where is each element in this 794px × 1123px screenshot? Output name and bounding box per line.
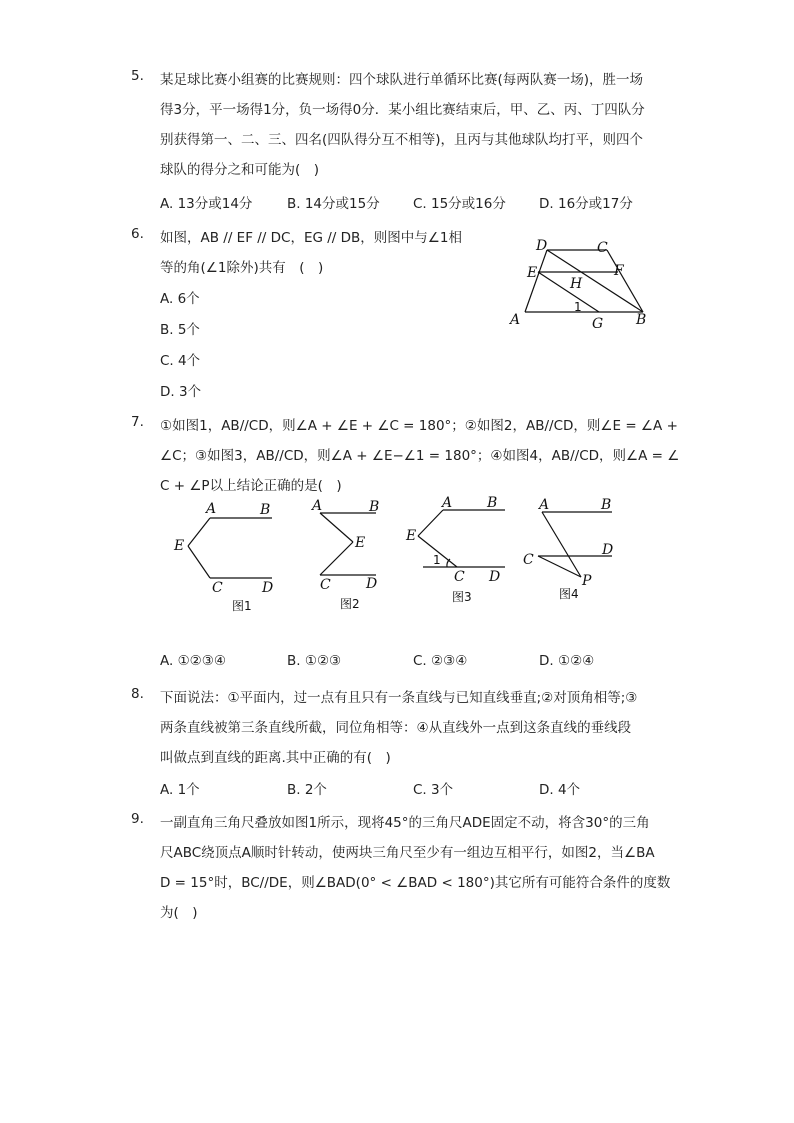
- figure-label: A: [442, 495, 453, 511]
- question-number: 8.: [131, 686, 144, 702]
- figure-label: 1: [433, 553, 441, 567]
- question-text-line: 叫做点到直线的距离.其中正确的有( ): [160, 750, 391, 766]
- figure-label: B: [369, 499, 380, 515]
- figure-label: E: [174, 538, 185, 554]
- option-d[interactable]: D. ①②④: [539, 653, 595, 669]
- question-text-line: C + ∠P以上结论正确的是( ): [160, 478, 342, 494]
- option-d[interactable]: D. 16分或17分: [539, 196, 633, 212]
- figure-label: 1: [574, 300, 582, 314]
- question-text-line: 一副直角三角尺叠放如图1所示，现将45°的三角尺ADE固定不动，将含30°的三角: [160, 815, 650, 831]
- option-c[interactable]: C. 4个: [160, 353, 201, 369]
- option-a[interactable]: A. 6个: [160, 291, 200, 307]
- option-b[interactable]: B. 2个: [287, 782, 327, 798]
- figure-caption: 图3: [452, 590, 472, 604]
- figure-1: [168, 500, 288, 615]
- figure-label: C: [597, 240, 608, 256]
- question-text-line: 球队的得分之和可能为( ): [160, 162, 320, 178]
- figure-caption: 图4: [559, 587, 579, 601]
- figure-label: B: [487, 495, 498, 511]
- figure-label: B: [601, 497, 612, 513]
- option-b[interactable]: B. 14分或15分: [287, 196, 380, 212]
- option-a[interactable]: A. 13分或14分: [160, 196, 253, 212]
- question-number: 9.: [131, 811, 144, 827]
- question-text-line: 某足球比赛小组赛的比赛规则：四个球队进行单循环比赛(每两队赛一场)，胜一场: [160, 72, 644, 88]
- question-text-line: 等的角(∠1除外)共有 ( ): [160, 260, 324, 276]
- figure-2: [308, 496, 388, 614]
- question-text-line: 下面说法：①平面内，过一点有且只有一条直线与已知直线垂直;②对顶角相等;③: [160, 690, 638, 706]
- figure-label: A: [510, 312, 521, 328]
- figure-label: H: [570, 276, 583, 292]
- figure-label: B: [636, 312, 647, 328]
- question-text-line: ①如图1，AB//CD，则∠A + ∠E + ∠C = 180°；②如图2，AB//CD，则∠E = ∠A +: [160, 418, 678, 434]
- option-c[interactable]: C. 3个: [413, 782, 454, 798]
- question-text-line: 如图，AB // EF // DC，EG // DB，则图中与∠1相: [160, 230, 462, 246]
- figure-label: P: [582, 573, 592, 589]
- question-text-line: 别获得第一、二、三、四名(四队得分互不相等)，且丙与其他球队均打平，则四个: [160, 132, 644, 148]
- question-number: 7.: [131, 414, 144, 430]
- figure-label: E: [527, 265, 538, 281]
- figure-label: A: [539, 497, 550, 513]
- option-a[interactable]: A. 1个: [160, 782, 200, 798]
- question-text-line: 尺ABC绕顶点A顺时针转动，使两块三角尺至少有一组边互相平行，如图2，当∠BA: [160, 845, 655, 861]
- figure-label: D: [536, 238, 548, 254]
- figure-caption: 图1: [232, 599, 252, 613]
- figure-label: C: [454, 569, 465, 585]
- option-b[interactable]: B. 5个: [160, 322, 200, 338]
- question-text-line: ∠C；③如图3，AB//CD，则∠A + ∠E−∠1 = 180°；④如图4，AB//CD，则∠A = ∠: [160, 448, 680, 464]
- figure-4: [520, 494, 620, 606]
- question-text-line: 得3分，平一场得1分，负一场得0分．某小组比赛结束后，甲、乙、丙、丁四队分: [160, 102, 645, 118]
- figure-label: F: [614, 263, 624, 279]
- figure-label: D: [262, 580, 274, 596]
- option-d[interactable]: D. 4个: [539, 782, 581, 798]
- question-number: 6.: [131, 226, 144, 242]
- figure-caption: 图2: [340, 597, 360, 611]
- figure-label: E: [355, 535, 366, 551]
- question-number: 5.: [131, 68, 144, 84]
- option-c[interactable]: C. ②③④: [413, 653, 468, 669]
- figure-label: A: [206, 501, 217, 517]
- figure-label: E: [406, 528, 417, 544]
- question-text-line: 为( ): [160, 905, 198, 921]
- figure-label: G: [592, 316, 604, 332]
- option-b[interactable]: B. ①②③: [287, 653, 342, 669]
- question-text-line: D = 15°时，BC//DE，则∠BAD(0° < ∠BAD < 180°)其它所有可能符合条件的度数: [160, 875, 671, 891]
- option-d[interactable]: D. 3个: [160, 384, 202, 400]
- figure-label: B: [260, 502, 271, 518]
- figure-label: D: [366, 576, 378, 592]
- option-c[interactable]: C. 15分或16分: [413, 196, 506, 212]
- figure-label: A: [312, 498, 323, 514]
- option-a[interactable]: A. ①②③④: [160, 653, 226, 669]
- figure-label: C: [523, 552, 534, 568]
- trapezoid-figure: [505, 232, 655, 332]
- question-text-line: 两条直线被第三条直线所截，同位角相等：④从直线外一点到这条直线的垂线段: [160, 720, 632, 736]
- figure-label: C: [212, 580, 223, 596]
- figure-label: C: [320, 577, 331, 593]
- figure-3: [403, 493, 513, 608]
- figure-label: D: [602, 542, 614, 558]
- figure-label: D: [489, 569, 501, 585]
